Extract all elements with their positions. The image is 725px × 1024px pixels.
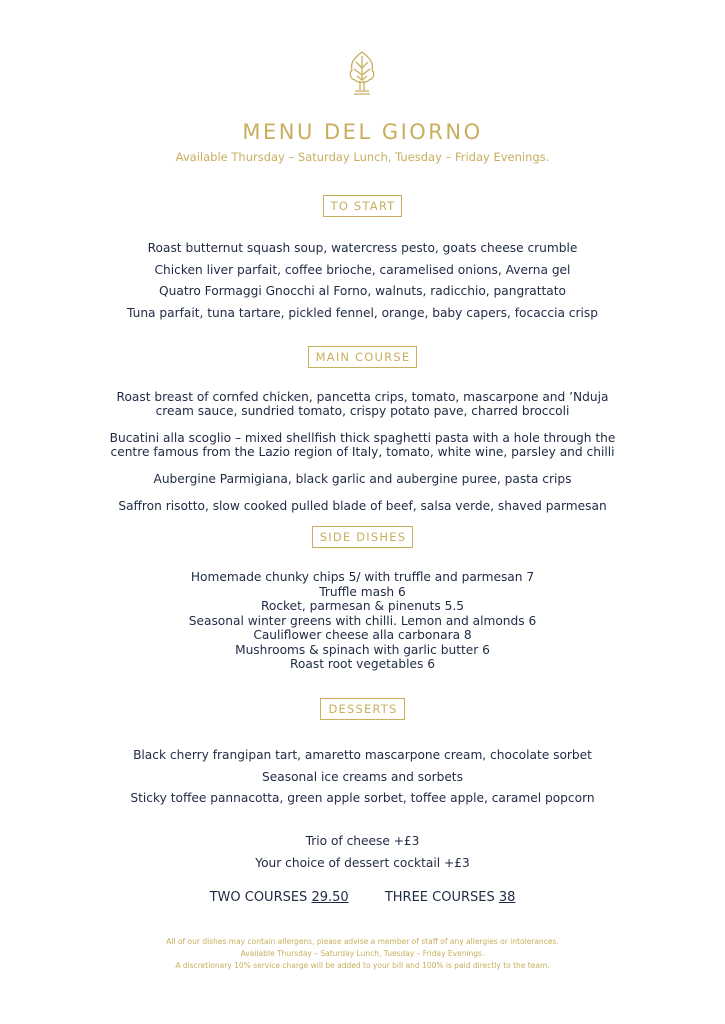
list-item: Chicken liver parfait, coffee brioche, caramelised onions, Averna gel — [154, 262, 571, 277]
list-item: Quatro Formaggi Gnocchi al Forno, walnuts, radicchio, pangrattato — [159, 284, 566, 298]
section-start-label — [0, 195, 725, 217]
footer-notes — [0, 936, 725, 972]
list-item: Mushrooms & spinach with garlic butter 6 — [235, 642, 490, 657]
two-courses-value: 29.50 — [311, 890, 349, 905]
list-item: Trio of cheese +£3 — [305, 834, 420, 848]
two-courses-label: TWO COURSES — [209, 890, 308, 905]
list-item: Roast butternut squash soup, watercress pesto, goats cheese crumble — [147, 241, 578, 255]
list-item: Seasonal winter greens with chilli. Lemon and almonds 6 — [188, 613, 537, 628]
extras-list — [0, 834, 725, 877]
three-courses-price — [385, 890, 516, 905]
section-desserts-label — [0, 698, 725, 720]
list-item: Rocket, parmesan & pinenuts 5.5 — [260, 599, 465, 613]
desserts-list — [0, 748, 725, 813]
footer-service-charge-note: A discretionary 10% service charge will be added to your bill and 100% is paid directly to the team. — [175, 961, 550, 970]
section-main-title: MAIN COURSE — [308, 346, 418, 368]
list-item: Sticky toffee pannacotta, green apple sorbet, toffee apple, caramel popcorn — [130, 791, 595, 805]
course-prices — [0, 890, 725, 905]
main-list — [0, 390, 725, 526]
section-main-label — [0, 346, 725, 368]
list-item: Aubergine Parmigiana, black garlic and aubergine puree, pasta crips — [153, 472, 572, 486]
list-item: Black cherry frangipan tart, amaretto mascarpone cream, chocolate sorbet — [133, 748, 592, 762]
menu-subtitle: Available Thursday – Saturday Lunch, Tuesday – Friday Evenings. — [175, 150, 550, 164]
start-list — [0, 241, 725, 327]
menu-title: MENU DEL GIORNO — [242, 120, 483, 144]
section-desserts-title: DESSERTS — [320, 698, 404, 720]
sides-list — [0, 570, 725, 672]
two-courses-price — [210, 890, 349, 905]
list-item: Roast root vegetables 6 — [290, 657, 435, 671]
list-item: Truffle mash 6 — [319, 584, 406, 599]
three-courses-value: 38 — [498, 890, 516, 905]
section-sides-title: SIDE DISHES — [312, 526, 413, 548]
list-item: Saffron risotto, slow cooked pulled blade of beef, salsa verde, shaved parmesan — [118, 499, 607, 513]
footer-availability-note: Available Thursday – Saturday Lunch, Tuesday – Friday Evenings. — [240, 949, 485, 958]
list-item: Seasonal ice creams and sorbets — [262, 769, 463, 784]
tree-logo-icon — [345, 50, 379, 98]
list-item: Tuna parfait, tuna tartare, pickled fennel, orange, baby capers, focaccia crisp — [127, 305, 598, 320]
list-item: Homemade chunky chips 5/ with truffle and parmesan 7 — [190, 570, 535, 584]
footer-allergen-note: All of our dishes may contain allergens, please advise a member of staff of any allergies or intolerances. — [166, 937, 559, 946]
list-item: Roast breast of cornfed chicken, pancetta crips, tomato, mascarpone and ’Nduja cream sauce, sundried tomato, crispy potato pave, charred broccoli — [116, 390, 609, 418]
section-start-title: TO START — [323, 195, 403, 217]
three-courses-label: THREE COURSES — [384, 890, 495, 905]
list-item: Bucatini alla scoglio – mixed shellfish thick spaghetti pasta with a hole through the centre famous from the Lazio region of Italy, tomato, white wine, parsley and chilli — [109, 431, 616, 459]
list-item: Cauliflower cheese alla carbonara 8 — [253, 628, 472, 642]
section-sides-label — [0, 526, 725, 548]
list-item: Your choice of dessert cocktail +£3 — [255, 855, 470, 870]
